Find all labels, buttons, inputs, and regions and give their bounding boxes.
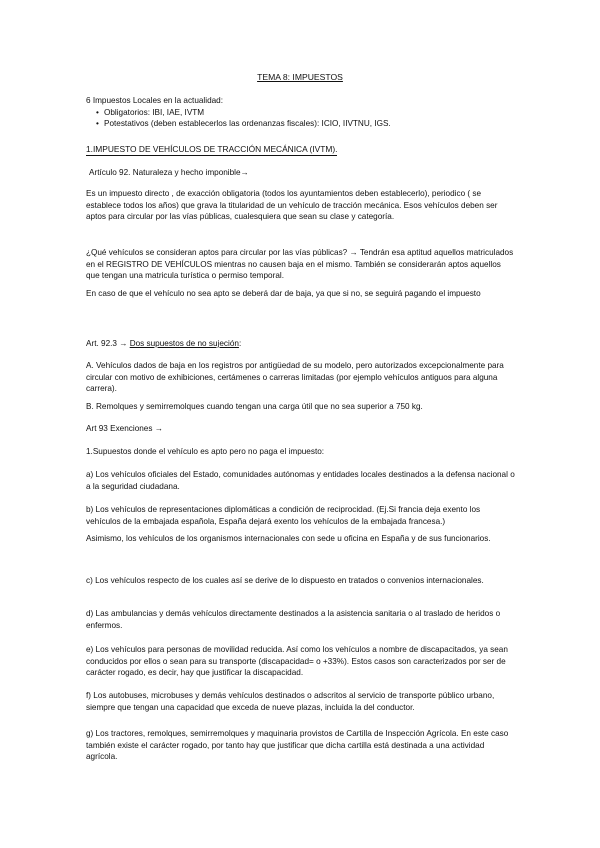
exencion-c: c) Los vehículos respecto de los cuales así se derive de lo dispuesto en tratados o convenios internacionales.	[86, 576, 484, 585]
art92-paragraph-3: En caso de que el vehículo no sea apto se deberá dar de baja, ya que si no, se seguirá pagando el impuesto	[86, 289, 481, 298]
exencion-e: e) Los vehículos para personas de movilidad reducida. Así como los vehículos a nombre de discapacitados, ya sean conducidos por ellos o sean para su transporte (discapacidad= o +33%). Estos casos son caracterizados por ser de carácter rogado, es decir, hay que justificar la discapacidad.	[86, 645, 508, 678]
section-ivtm-heading	[86, 144, 516, 156]
art93-subheading: 1.Supuestos donde el vehículo es apto pero no paga el impuesto:	[86, 447, 325, 456]
art923-heading-underlined: Dos supuestos de no sujeción	[129, 339, 239, 348]
intro-heading: 6 Impuestos Locales en la actualidad:	[86, 96, 224, 105]
intro-bullet-list	[86, 107, 516, 130]
bullet-potestativos: • Potestativos (deben establecerlos las ordenanzas fiscales): ICIO, IIVTNU, IGS.	[104, 118, 516, 130]
exencion-f: f) Los autobuses, microbuses y demás vehículos destinados o adscritos al servicio de transporte público urbano, siempre que tengan una capacidad que exceda de nueve plazas, incluida la del conductor.	[86, 691, 495, 712]
exencion-b-asimismo: Asimismo, los vehículos de los organismos internacionales con sede u oficina en España y de sus funcionarios.	[86, 534, 491, 543]
bullet-obligatorios: • Obligatorios: IBI, IAE, IVTM	[104, 107, 516, 119]
art93-heading: Art 93 Exenciones →	[86, 424, 163, 433]
art923-item-b: B. Remolques y semirremolques cuando tengan una carga útil que no sea superior a 750 kg.	[86, 402, 423, 411]
art923-heading-suffix: :	[238, 339, 242, 348]
page-title: TEMA 8: IMPUESTOS	[257, 72, 343, 82]
section-ivtm-title: 1.IMPUESTO DE VEHÍCULOS DE TRACCIÓN MECÁNICA (IVTM).	[86, 144, 338, 154]
exencion-g: g) Los tractores, remolques, semirremolques y maquinaria provistos de Cartilla de Inspección Agrícola. En este caso también existe el carácter rogado, por tanto hay que justificar que dicha cartilla está destinada a una actividad agrícola.	[86, 729, 509, 762]
intro-block	[86, 95, 516, 130]
art92-paragraph-2: ¿Qué vehículos se consideran aptos para circular por las vías públicas? → Tendrán esa aptitud aquellos matriculados en el REGISTRO DE VEHÍCULOS mientras no causen baja en el mismo. También se considerarán aptos aquellos que tengan una matricula turística o permiso temporal.	[86, 248, 514, 281]
art92-heading: Artículo 92. Naturaleza y hecho imponible→	[89, 168, 249, 177]
art923-heading-prefix: Art. 92.3 →	[86, 339, 130, 348]
exencion-a: a) Los vehículos oficiales del Estado, comunidades autónomas y entidades locales destinados a la defensa nacional o a la seguridad ciudadana.	[86, 470, 515, 491]
art923-item-a: A. Vehículos dados de baja en los registros por antigüedad de su modelo, pero autorizados excepcionalmente para circular con motivo de exhibiciones, certámenes o carreras limitadas (por ejemplo vehículos antiguos para alguna carrera).	[86, 361, 504, 394]
art923-heading	[86, 338, 516, 350]
exencion-b: b) Los vehículos de representaciones diplomáticas a condición de reciprocidad. (Ej.Si francia deja exento los vehículos de la embajada española, España dejará exento los vehículos de la embajada francesa.)	[86, 505, 481, 526]
exencion-d: d) Las ambulancias y demás vehículos directamente destinados a la asistencia sanitaria o al traslado de heridos o enfermos.	[86, 609, 501, 630]
art92-paragraph-1: Es un impuesto directo , de exacción obligatoria (todos los ayuntamientos deben establecerlo), periodico ( se establece todos los años) que grava la titularidad de un vehículo de tracción mecánica. Esos vehículos deben ser aptos para circular por las vías públicas, cualesquiera que sean su clase y categoría.	[86, 189, 498, 222]
